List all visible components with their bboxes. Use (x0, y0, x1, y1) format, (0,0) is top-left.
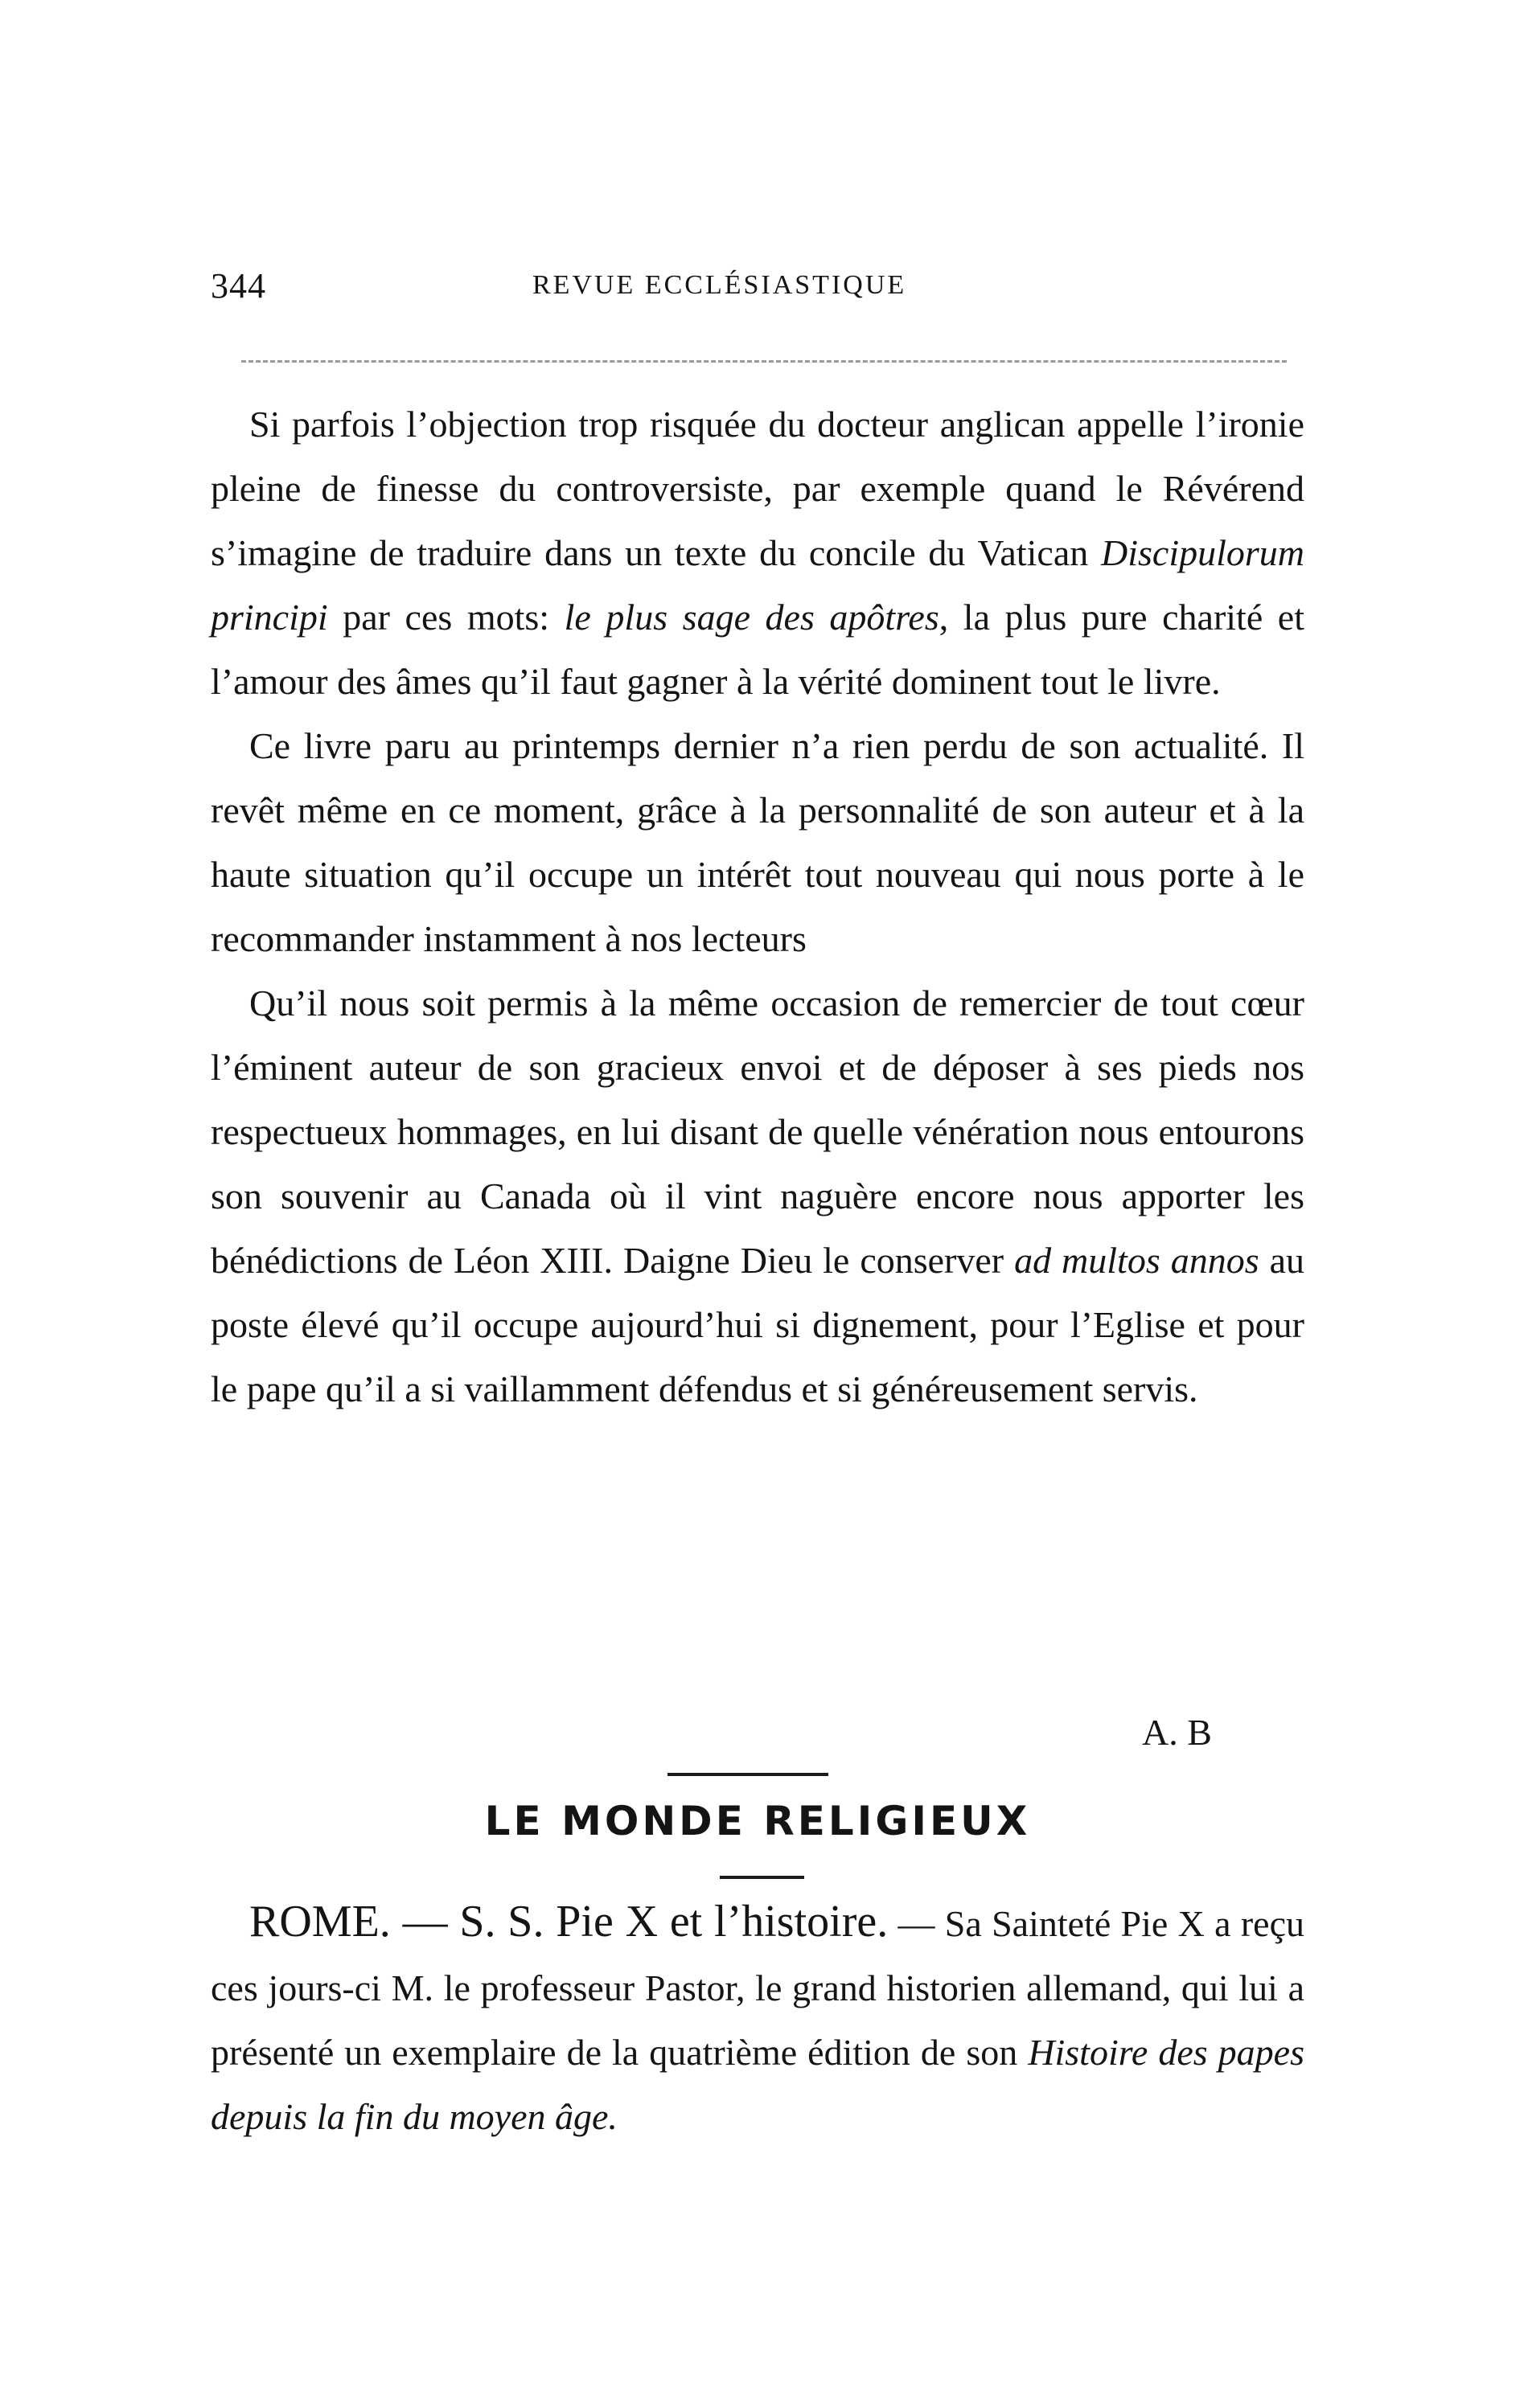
paragraph-1-text-b: par ces mots: (327, 597, 565, 638)
paragraph-1 (211, 392, 1304, 714)
news-lead: ROME. — S. S. Pie X et l’histoire. (249, 1897, 889, 1947)
paragraph-1-italic-a: Discipulorum principi (211, 532, 1304, 638)
section-title: LE MONDE RELIGIEUX (484, 1798, 1031, 1844)
paragraph-2-text: Ce livre paru au printemps dernier n’a rien perdu de son actualité. Il revêt même en ce moment, grâce à la personnalité de son auteur et à la haute situation qu’il occupe un intérêt tout nouveau qui nous porte à le recommander instamment à nos lecteurs (211, 725, 1304, 959)
review-text (211, 392, 1304, 1421)
paragraph-2 (211, 714, 1304, 971)
paragraph-1-italic-b: le plus sage des apôtres (564, 597, 939, 638)
paragraph-3-italic: ad multos annos (1014, 1240, 1259, 1281)
signature: A. B (1142, 1712, 1212, 1753)
running-title: REVUE ECCLÉSIASTIQUE (532, 270, 907, 300)
running-header (211, 265, 1304, 314)
paragraph-3-text-b: au poste élevé qu’il occupe aujourd’hui si dignement, pour l’Eglise et pour le pape qu’il a si vaillamment défendus et si généreusement servis. (211, 1240, 1304, 1409)
paragraph-1-text-a: Si parfois l’objection trop risquée du docteur anglican appelle l’ironie pleine de finesse du controversiste, par exemple quand le Révérend s’imagine de traduire dans un texte du concile du Vatican (211, 404, 1304, 573)
section-rule (720, 1876, 804, 1879)
news-paragraph (211, 1889, 1304, 2149)
paragraph-3-text-a: Qu’il nous soit permis à la même occasion de remercier de tout cœur l’éminent auteur de son gracieux envoi et de déposer à ses pieds nos respectueux hommages, en lui disant de quelle vénération nous entourons son souvenir au Canada où il vint naguère encore nous apporter les bénédictions de Léon XIII. Daigne Dieu le conserver (211, 982, 1304, 1281)
page-number: 344 (211, 266, 266, 306)
separator-rule (667, 1773, 828, 1776)
news-item (211, 1889, 1304, 2149)
header-rule (241, 360, 1287, 363)
paragraph-3 (211, 971, 1304, 1421)
news-italic-title: Histoire des papes depuis la fin du moyen âge. (211, 2032, 1304, 2137)
news-text: — Sa Sainteté Pie X a reçu ces jours-ci M. le professeur Pastor, le grand historien allemand, qui lui a présenté un exemplaire de la quatrième édition de son (211, 1903, 1304, 2073)
paragraph-1-text-c: , la plus pure charité et l’amour des âmes qu’il faut gagner à la vérité dominent tout le livre. (211, 597, 1305, 702)
